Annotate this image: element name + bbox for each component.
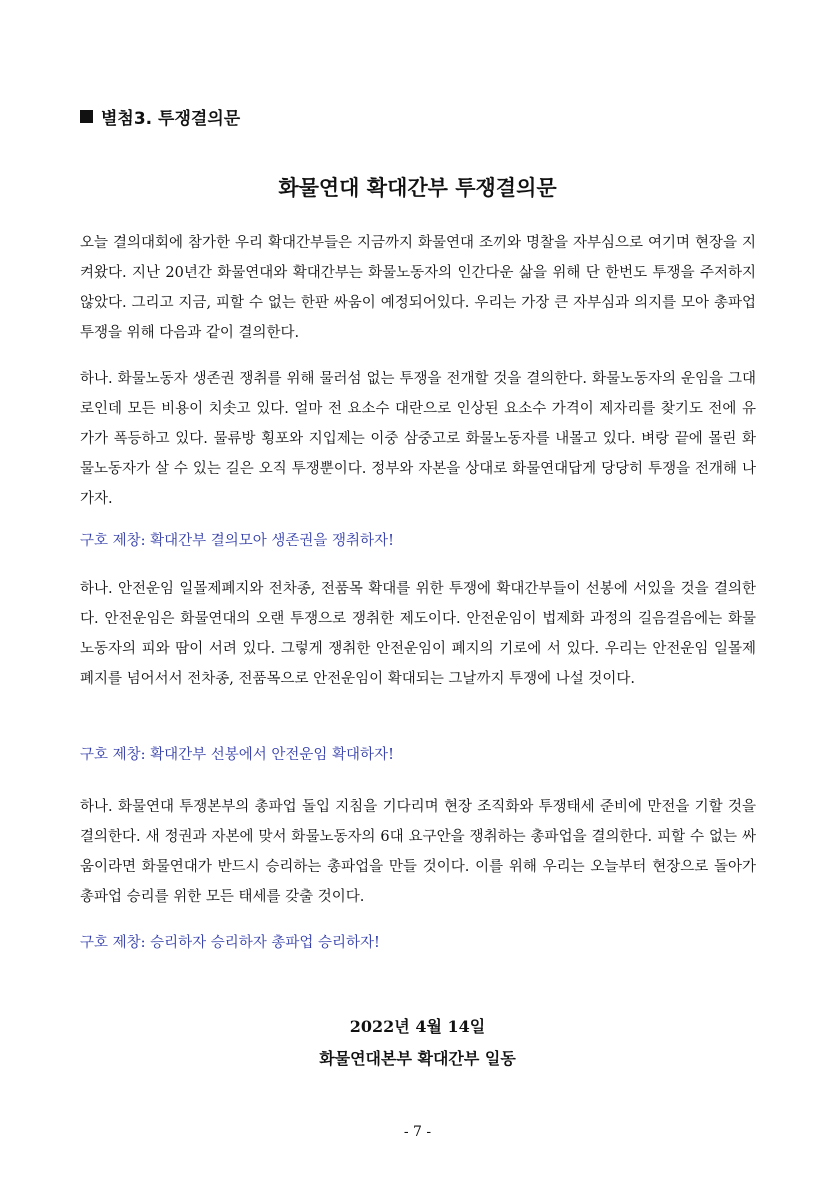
resolution-paragraph-3: 하나. 화물연대 투쟁본부의 총파업 돌입 지침을 기다리며 현장 조직화와 투쟁태세 준비에 만전을 기할 것을 결의한다. 새 정권과 자본에 맞서 화물노동자의 6대 요구안을 쟁취하는 총파업을 결의한다. 피할 수 없는 싸움이라면 화물연대가 반드시 승리하는 총파업을 만들 것이다. 이를 위해 우리는 오늘부터 현장으로 돌아가 총파업 승리를 위한 모든 태세를 갖출 것이다.: [80, 799, 756, 905]
square-bullet-icon: [80, 110, 93, 123]
page-number: - 7 -: [403, 1124, 432, 1140]
document-date: 2022년 4월 14일: [349, 1017, 486, 1036]
slogan-3: 구호 제창: 승리하자 승리하자 총파업 승리하자!: [80, 935, 380, 951]
resolution-paragraph-2: 하나. 안전운임 일몰제폐지와 전차종, 전품목 확대를 위한 투쟁에 확대간부들이 선봉에 서있을 것을 결의한다. 안전운임은 화물연대의 오랜 투쟁으로 쟁취한 제도이다. 안전운임이 법제화 과정의 길음걸음에는 화물노동자의 피와 땀이 서려 있다. 그렇게 쟁취한 안전운임이 폐지의 기로에 서 있다. 우리는 안전운임 일몰제 폐지를 넘어서서 전차종, 전품목으로 안전운임이 확대되는 그날까지 투쟁에 나설 것이다.: [80, 581, 756, 687]
intro-paragraph: 오늘 결의대회에 참가한 우리 확대간부들은 지금까지 화물연대 조끼와 명찰을 자부심으로 여기며 현장을 지켜왔다. 지난 20년간 화물연대와 확대간부는 화물노동자의 인간다운 삶을 위해 단 한번도 투쟁을 주저하지 않았다. 그리고 지금, 피할 수 없는 한판 싸움이 예정되어있다. 우리는 가장 큰 자부심과 의지를 모아 총파업 투쟁을 위해 다음과 같이 결의한다.: [80, 235, 756, 341]
slogan-1: 구호 제창: 확대간부 결의모아 생존권을 쟁취하자!: [80, 533, 394, 549]
section-heading: [80, 104, 240, 129]
slogan-2: 구호 제창: 확대간부 선봉에서 안전운임 확대하자!: [80, 747, 394, 763]
section-heading-text: 별첨3. 투쟁결의문: [101, 109, 241, 129]
signatory: 화물연대본부 확대간부 일동: [319, 1049, 516, 1068]
resolution-paragraph-1: 하나. 화물노동자 생존권 쟁취를 위해 물러섬 없는 투쟁을 전개할 것을 결의한다. 화물노동자의 운임을 그대로인데 모든 비용이 치솟고 있다. 얼마 전 요소수 대란으로 인상된 요소수 가격이 제자리를 찾기도 전에 유가가 폭등하고 있다. 물류방 횡포와 지입제는 이중 삼중고로 화물노동자를 내몰고 있다. 벼랑 끝에 몰린 화물노동자가 살 수 있는 길은 오직 투쟁뿐이다. 정부와 자본을 상대로 화물연대답게 당당히 투쟁을 전개해 나가자.: [80, 371, 756, 507]
document-title: 화물연대 확대간부 투쟁결의문: [278, 176, 557, 200]
